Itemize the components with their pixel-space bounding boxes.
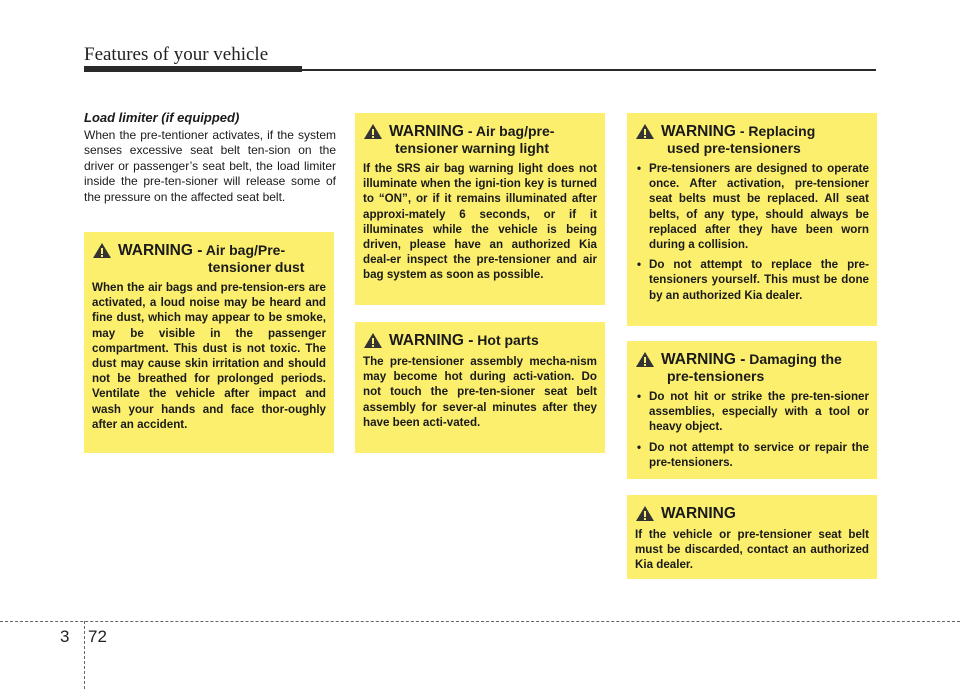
warning-triangle-icon	[363, 123, 383, 140]
warning-body: The pre-tensioner assembly mecha-nism may become hot during acti-vation. Do not touch the pre-ten-sioner seat belt assembly for sever-al minutes after they have been acti-vated.	[363, 355, 597, 429]
warning-box-warning-light	[355, 113, 605, 305]
list-item: • Do not attempt to service or repair the pre-tensioners.	[635, 440, 869, 470]
warning-title: WARNING - Air bag/pre- tensioner warning light	[389, 123, 555, 156]
list-item: • Pre-tensioners are designed to operate once. After activation, pre-tensioner seat belts must be replaced. All seat belts, of any type, should always be replaced after they have been worn during a collision.	[635, 161, 869, 252]
footer-divider	[84, 621, 85, 689]
warning-box-hot-parts	[355, 322, 605, 453]
warning-triangle-icon	[635, 505, 655, 522]
warning-title: WARNING - Air bag/Pre- tensioner dust	[118, 242, 305, 275]
warning-body: If the vehicle or pre-tensioner seat belt must be discarded, contact an authorized Kia dealer.	[635, 528, 869, 572]
warning-box-discard	[627, 495, 877, 579]
warning-box-damaging	[627, 341, 877, 479]
warning-title: WARNING - Damaging the pre-tensioners	[661, 351, 842, 384]
warning-title: WARNING	[661, 505, 736, 522]
list-item: • Do not hit or strike the pre-ten-sioner assemblies, especially with a tool or heavy object.	[635, 389, 869, 435]
warning-list	[635, 161, 869, 303]
warning-title: WARNING - Hot parts	[389, 332, 539, 349]
warning-triangle-icon	[635, 123, 655, 140]
warning-title: WARNING - Replacing used pre-tensioners	[661, 123, 816, 156]
header-rule-thin	[302, 69, 876, 71]
warning-list	[635, 389, 869, 470]
load-limiter-heading: Load limiter (if equipped)	[84, 110, 240, 125]
warning-body: When the air bags and pre-tension-ers are activated, a loud noise may be heard and fine dust, which may appear to be smoke, may be visible in the passenger compartment. This dust is not toxic. The dust may cause skin irritation and should not be breathed for prolonged periods. Ventilate the vehicle after impact and wash your hands and face thor-oughly after an accident.	[92, 281, 326, 431]
page-header-title: Features of your vehicle	[84, 44, 269, 65]
warning-triangle-icon	[635, 351, 655, 368]
load-limiter-body: When the pre-tentioner activates, if the system senses excessive seat belt ten-sion on the driver or passenger’s seat belt, the load limiter inside the pre-ten-sioner will release some of the pressure on the affected seat belt.	[84, 128, 336, 204]
warning-box-dust	[84, 232, 334, 453]
warning-triangle-icon	[92, 242, 112, 259]
warning-box-replacing	[627, 113, 877, 326]
header-rule-thick	[84, 66, 302, 72]
load-limiter-section	[84, 110, 336, 205]
list-item: • Do not attempt to replace the pre-tensioners yourself. This must be done by an authorized Kia dealer.	[635, 257, 869, 303]
page-number: 72	[88, 627, 107, 646]
footer-rule	[0, 621, 960, 622]
warning-triangle-icon	[363, 332, 383, 349]
section-number: 3	[60, 627, 70, 646]
warning-body: If the SRS air bag warning light does not illuminate when the igni-tion key is turned to “ON”, or if it remains illuminated after approxi-mately 6 seconds, or if it illuminates while the vehicle is being driven, please have an authorized Kia deal-er inspect the pre-tensioner and air bag system as soon as possible.	[363, 162, 597, 282]
